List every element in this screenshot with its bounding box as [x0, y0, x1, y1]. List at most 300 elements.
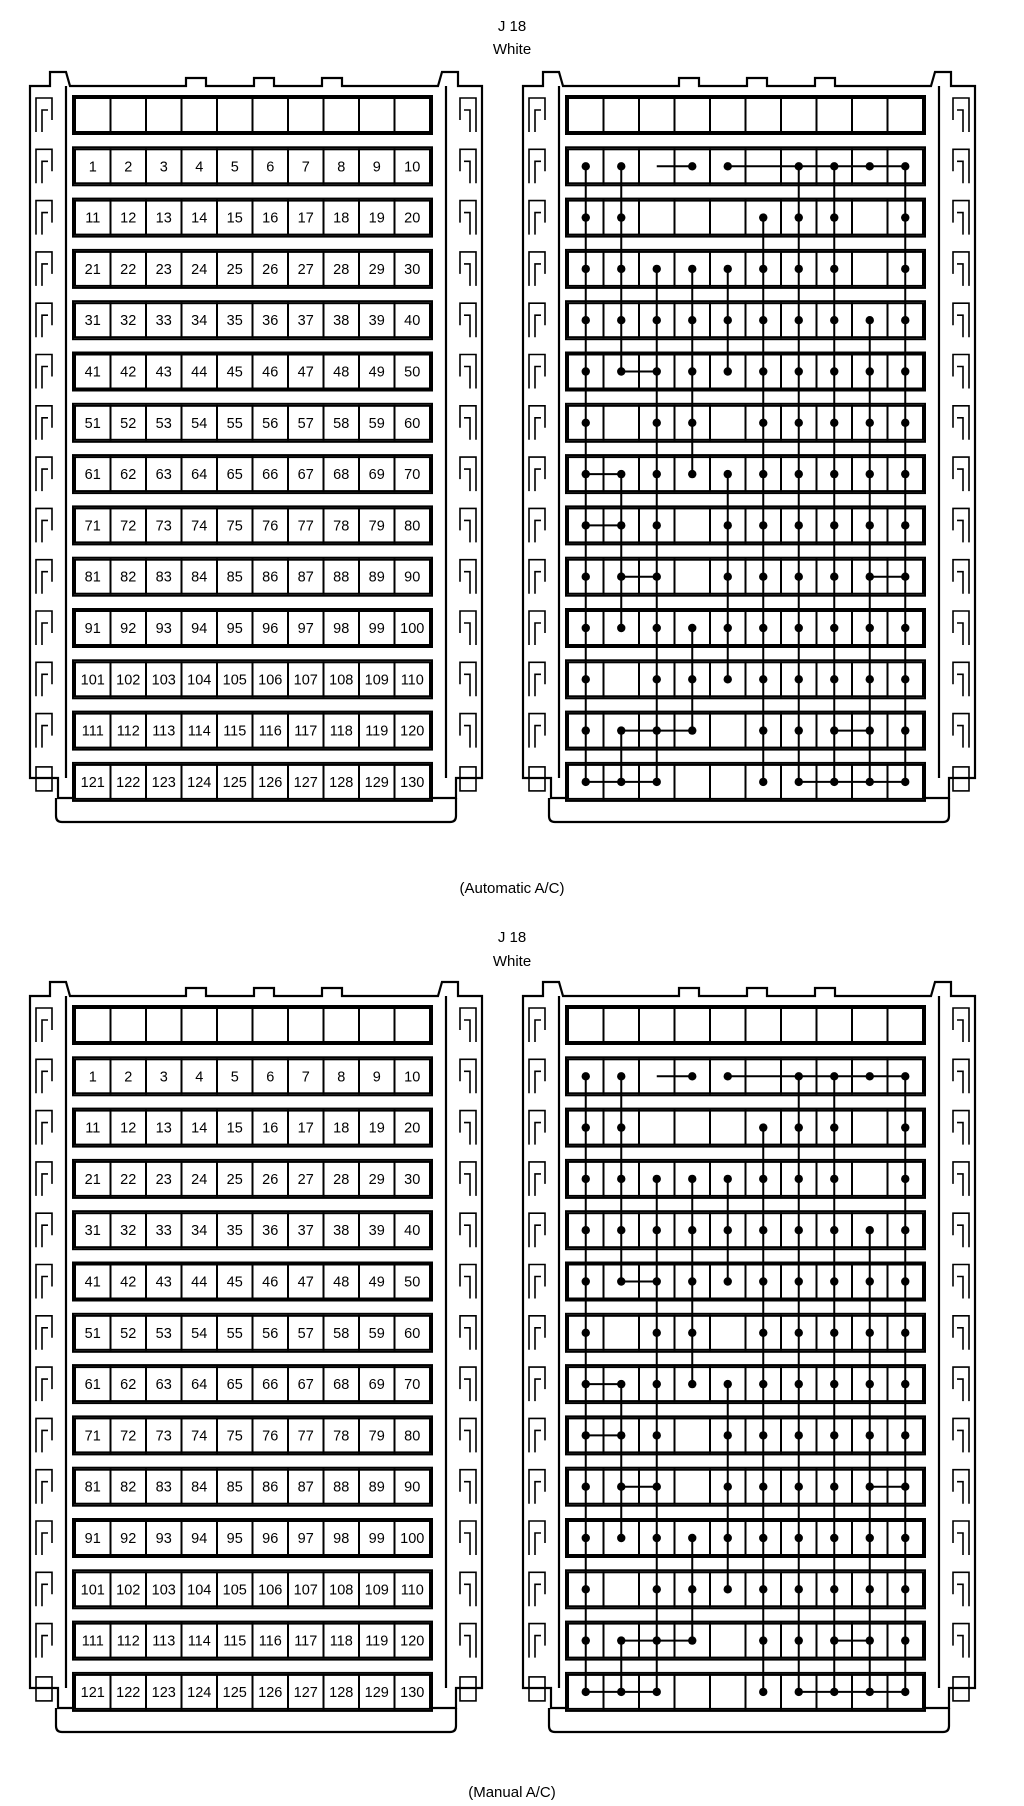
pin-number: 31 [84, 313, 101, 330]
latch-tooth-left [529, 1008, 545, 1042]
wire-terminal-dot [688, 1636, 696, 1644]
latch-tooth-right [953, 1316, 969, 1350]
pin-number: 121 [80, 1684, 105, 1701]
pin-number: 114 [187, 1633, 211, 1650]
pin-number: 61 [84, 467, 101, 484]
wire-terminal-dot [724, 1431, 732, 1439]
wire-terminal-dot [582, 1072, 590, 1080]
pin-number: 8 [337, 159, 346, 176]
wire-terminal-dot [653, 1688, 661, 1696]
pin-number: 97 [297, 1531, 314, 1547]
diagram-caption: (Automatic A/C) [459, 880, 565, 897]
pin-number: 68 [333, 1377, 350, 1394]
pin-number: 21 [84, 261, 101, 278]
pin-number: 86 [262, 1479, 279, 1496]
wire-terminal-dot [759, 1688, 767, 1696]
latch-tooth-right [460, 1162, 476, 1196]
pin-number: 72 [120, 518, 137, 535]
wire-terminal-dot [724, 1175, 732, 1183]
pin-number: 17 [297, 210, 314, 227]
latch-tooth-right [460, 1265, 476, 1299]
pin-number: 18 [333, 1120, 350, 1137]
pin-number: 97 [297, 621, 314, 637]
pin-number: 127 [293, 774, 318, 791]
wire-terminal-dot [688, 1226, 696, 1234]
pin-number: 32 [120, 1223, 137, 1240]
wire-terminal-dot [724, 1585, 732, 1593]
latch-tooth-right [953, 1521, 969, 1555]
pin-number: 13 [155, 1120, 172, 1137]
pin-number: 71 [84, 518, 101, 535]
pin-number: 1 [88, 159, 97, 176]
wire-terminal-dot [901, 1585, 909, 1593]
pin-number: 121 [80, 774, 105, 791]
pin-number: 45 [226, 1274, 243, 1291]
pin-number: 62 [120, 1377, 137, 1394]
pin-number: 53 [155, 1325, 172, 1342]
pin-number: 60 [404, 1325, 421, 1342]
pin-number: 9 [372, 1069, 381, 1086]
pin-number: 62 [120, 467, 137, 484]
latch-tooth-left [36, 1059, 52, 1093]
pin-number: 77 [297, 518, 314, 535]
pin-number: 126 [258, 774, 283, 791]
pin-cavity [324, 1008, 360, 1042]
wire-terminal-dot [617, 1431, 625, 1439]
wire-terminal-dot [688, 1585, 696, 1593]
pin-number: 96 [262, 1531, 279, 1547]
pin-number: 49 [368, 364, 385, 381]
pin-number: 100 [400, 621, 425, 637]
wire-terminal-dot [653, 1277, 661, 1285]
latch-tooth-left [529, 1418, 545, 1452]
pin-number: 66 [262, 467, 279, 484]
latch-tooth-right [460, 1008, 476, 1042]
wire-terminal-dot [617, 1175, 625, 1183]
wire-terminal-dot [830, 1277, 838, 1285]
pin-number: 6 [266, 1069, 275, 1086]
latch-tooth-right [460, 1316, 476, 1350]
pin-number: 50 [404, 1274, 421, 1291]
pin-number: 34 [191, 313, 208, 330]
pin-number: 52 [120, 1325, 137, 1342]
pin-number: 82 [120, 569, 137, 586]
wire-terminal-dot [724, 1277, 732, 1285]
pin-cavity [675, 1675, 711, 1709]
pin-number: 5 [230, 1069, 239, 1086]
pin-number: 98 [333, 621, 350, 637]
pin-cavity [746, 1008, 782, 1042]
pin-number: 59 [368, 415, 385, 432]
pin-number: 2 [124, 159, 133, 176]
latch-tooth-right [953, 1572, 969, 1606]
latch-tooth-left [36, 1316, 52, 1350]
pin-number: 73 [155, 1428, 172, 1445]
pin-number: 119 [365, 723, 389, 740]
pin-number: 129 [364, 774, 389, 791]
pin-number: 27 [297, 261, 314, 278]
pin-number: 38 [333, 1223, 350, 1240]
pin-number: 19 [368, 210, 385, 227]
pin-number: 36 [262, 1223, 279, 1240]
latch-tooth-right [460, 1521, 476, 1555]
pin-number: 93 [155, 621, 172, 637]
pin-number: 103 [151, 1582, 176, 1599]
pin-number: 44 [191, 364, 208, 381]
pin-cavity [111, 1008, 147, 1042]
pin-number: 15 [226, 1120, 243, 1137]
wire-terminal-dot [617, 1483, 625, 1491]
pin-number: 51 [84, 1325, 101, 1342]
pin-number: 43 [155, 1274, 172, 1291]
pin-number: 15 [226, 210, 243, 227]
wire-terminal-dot [866, 1483, 874, 1491]
pin-number: 55 [226, 1325, 243, 1342]
wire-terminal-dot [688, 1534, 696, 1542]
pin-cavity [710, 1675, 746, 1709]
pin-cavity [639, 1111, 675, 1145]
pin-cavity [852, 1008, 888, 1042]
pin-number: 81 [84, 1479, 101, 1496]
wire-terminal-dot [901, 1636, 909, 1644]
pin-number: 83 [155, 1479, 172, 1496]
pin-number: 30 [404, 1171, 421, 1188]
wire-terminal-dot [830, 1636, 838, 1644]
pin-number: 48 [333, 1274, 350, 1291]
wire-terminal-dot [653, 1380, 661, 1388]
pin-number: 113 [152, 723, 176, 740]
wire-terminal-dot [653, 1175, 661, 1183]
pin-number: 1 [88, 1069, 97, 1086]
pin-number: 112 [116, 1633, 140, 1650]
pin-number: 57 [297, 415, 314, 432]
pin-number: 12 [120, 210, 137, 227]
wire-terminal-dot [582, 1585, 590, 1593]
pin-number: 37 [297, 313, 314, 330]
wire-terminal-dot [617, 1072, 625, 1080]
pin-number: 22 [120, 1171, 137, 1188]
latch-tooth-right [953, 1111, 969, 1145]
pin-number: 23 [155, 261, 172, 278]
pin-number: 118 [329, 723, 353, 740]
pin-number: 16 [262, 1120, 279, 1137]
pin-number: 54 [191, 415, 208, 432]
pin-number: 53 [155, 415, 172, 432]
pin-number: 101 [80, 1582, 105, 1599]
wire-terminal-dot [582, 1636, 590, 1644]
pin-number: 26 [262, 1171, 279, 1188]
wire-terminal-dot [795, 1380, 803, 1388]
wire-terminal-dot [830, 1329, 838, 1337]
latch-tooth-left [36, 1111, 52, 1145]
pin-number: 68 [333, 467, 350, 484]
latch-tooth-right [953, 1418, 969, 1452]
wire-terminal-dot [759, 1380, 767, 1388]
latch-tooth-left [529, 1111, 545, 1145]
connector-id-label: J 18 [497, 18, 527, 35]
pin-number: 124 [187, 774, 212, 791]
pin-number: 61 [84, 1377, 101, 1394]
wire-terminal-dot [653, 1226, 661, 1234]
pin-cavity [781, 1008, 817, 1042]
pin-number: 120 [400, 723, 425, 740]
pin-number: 110 [400, 1582, 424, 1599]
pin-number: 94 [191, 1531, 208, 1547]
pin-number: 6 [266, 159, 275, 176]
pin-number: 44 [191, 1274, 208, 1291]
pin-number: 14 [191, 210, 208, 227]
pin-cavity [710, 1316, 746, 1350]
pin-number: 14 [191, 1120, 208, 1137]
wire-terminal-dot [795, 1534, 803, 1542]
pin-cavity [675, 1111, 711, 1145]
pin-number: 31 [84, 1223, 101, 1240]
pin-cavity [288, 1008, 324, 1042]
pin-number: 115 [223, 723, 247, 740]
latch-tooth-right [460, 1572, 476, 1606]
pin-number: 16 [262, 210, 279, 227]
pin-number: 25 [226, 1171, 243, 1188]
pin-number: 22 [120, 261, 137, 278]
latch-tooth-right [953, 1624, 969, 1658]
pin-number: 108 [329, 1582, 354, 1599]
pin-number: 51 [84, 415, 101, 432]
pin-number: 92 [120, 621, 137, 637]
pin-number: 107 [293, 672, 318, 689]
pin-number: 29 [368, 1171, 385, 1188]
pin-number: 84 [191, 1479, 208, 1496]
pin-number: 104 [187, 1582, 212, 1599]
wire-terminal-dot [830, 1175, 838, 1183]
wire-terminal-dot [830, 1123, 838, 1131]
pin-number: 9 [372, 159, 381, 176]
pin-number: 54 [191, 1325, 208, 1342]
wire-terminal-dot [582, 1534, 590, 1542]
wire-terminal-dot [759, 1329, 767, 1337]
wire-terminal-dot [724, 1380, 732, 1388]
pin-number: 108 [329, 672, 354, 689]
pin-cavity [182, 1008, 218, 1042]
latch-tooth-left [529, 1572, 545, 1606]
pin-number: 106 [258, 1582, 283, 1599]
pin-number: 87 [297, 1479, 314, 1496]
connector-color-label: White [492, 41, 532, 58]
pin-number: 112 [116, 723, 140, 740]
pin-number: 93 [155, 1531, 172, 1547]
pin-number: 105 [222, 672, 247, 689]
wire-terminal-dot [653, 1534, 661, 1542]
pin-number: 67 [297, 467, 314, 484]
latch-tooth-right [460, 1213, 476, 1247]
pin-number: 118 [329, 1633, 353, 1650]
pin-number: 96 [262, 621, 279, 637]
wire-terminal-dot [582, 1277, 590, 1285]
pin-number: 65 [226, 1377, 243, 1394]
pin-number: 64 [191, 467, 208, 484]
wire-terminal-dot [830, 1431, 838, 1439]
latch-tooth-left [36, 1008, 52, 1042]
latch-tooth-left [529, 1624, 545, 1658]
pin-number: 130 [400, 774, 425, 791]
pin-number: 102 [116, 672, 141, 689]
pin-number: 88 [333, 1479, 350, 1496]
pin-number: 83 [155, 569, 172, 586]
pin-number: 67 [297, 1377, 314, 1394]
pin-number: 10 [404, 159, 421, 176]
pin-number: 35 [226, 313, 243, 330]
wire-terminal-dot [795, 1277, 803, 1285]
wire-terminal-dot [759, 1431, 767, 1439]
wire-terminal-dot [759, 1483, 767, 1491]
latch-tooth-right [460, 1367, 476, 1401]
pin-number: 8 [337, 1069, 346, 1086]
wire-terminal-dot [901, 1175, 909, 1183]
wire-terminal-dot [582, 1431, 590, 1439]
pin-number: 11 [85, 1120, 101, 1137]
latch-tooth-right [953, 1213, 969, 1247]
wire-terminal-dot [901, 1123, 909, 1131]
pin-number: 32 [120, 313, 137, 330]
pin-number: 122 [116, 1684, 141, 1701]
latch-tooth-left [36, 1162, 52, 1196]
wire-terminal-dot [901, 1534, 909, 1542]
pin-cavity [675, 1470, 711, 1504]
latch-tooth-right [460, 1111, 476, 1145]
pin-number: 4 [195, 159, 204, 176]
latch-tooth-right [953, 1008, 969, 1042]
pin-cavity [253, 1008, 289, 1042]
pin-cavity [710, 1008, 746, 1042]
wire-terminal-dot [866, 1380, 874, 1388]
pin-number: 20 [404, 210, 421, 227]
pin-number: 58 [333, 415, 350, 432]
pin-cavity [710, 1624, 746, 1658]
wire-terminal-dot [866, 1636, 874, 1644]
pin-number: 79 [368, 518, 385, 535]
wire-terminal-dot [617, 1277, 625, 1285]
wire-terminal-dot [795, 1483, 803, 1491]
pin-number: 128 [329, 774, 354, 791]
pin-number: 74 [191, 518, 208, 535]
pin-number: 19 [368, 1120, 385, 1137]
pin-number: 7 [301, 1069, 310, 1086]
pin-number: 125 [222, 774, 247, 791]
pin-number: 58 [333, 1325, 350, 1342]
pin-number: 72 [120, 1428, 137, 1445]
pin-number: 26 [262, 261, 279, 278]
pin-number: 88 [333, 569, 350, 586]
pin-number: 130 [400, 1684, 425, 1701]
latch-tooth-right [953, 1367, 969, 1401]
pin-number: 23 [155, 1171, 172, 1188]
latch-tooth-right [460, 1470, 476, 1504]
pin-number: 81 [84, 569, 101, 586]
pin-number: 45 [226, 364, 243, 381]
pin-number: 52 [120, 415, 137, 432]
pin-number: 71 [84, 1428, 101, 1445]
pin-number: 89 [368, 1479, 385, 1496]
pin-cavity [639, 1008, 675, 1042]
pin-number: 69 [368, 467, 385, 484]
pin-number: 104 [187, 672, 212, 689]
latch-tooth-right [460, 1059, 476, 1093]
pin-number: 69 [368, 1377, 385, 1394]
pin-number: 94 [191, 621, 208, 637]
pin-cavity [888, 1008, 924, 1042]
pin-number: 120 [400, 1633, 425, 1650]
pin-number: 87 [297, 569, 314, 586]
pin-number: 66 [262, 1377, 279, 1394]
pin-number: 126 [258, 1684, 283, 1701]
pin-number: 18 [333, 210, 350, 227]
pin-number: 84 [191, 569, 208, 586]
pin-number: 27 [297, 1171, 314, 1188]
pin-number: 80 [404, 1428, 421, 1445]
pin-number: 12 [120, 1120, 137, 1137]
pin-cavity [395, 1008, 431, 1042]
pin-number: 40 [404, 313, 421, 330]
wire-terminal-dot [724, 1483, 732, 1491]
pin-number: 127 [293, 1684, 318, 1701]
wire-terminal-dot [901, 1072, 909, 1080]
latch-tooth-right [460, 1624, 476, 1658]
pin-number: 125 [222, 1684, 247, 1701]
pin-number: 78 [333, 518, 350, 535]
wire-terminal-dot [901, 1483, 909, 1491]
wire-terminal-dot [866, 1585, 874, 1593]
wire-terminal-dot [901, 1226, 909, 1234]
pin-number: 74 [191, 1428, 208, 1445]
wire-terminal-dot [653, 1431, 661, 1439]
wire-terminal-dot [866, 1431, 874, 1439]
latch-tooth-left [36, 1265, 52, 1299]
pin-number: 24 [191, 1171, 208, 1188]
wire-terminal-dot [617, 1534, 625, 1542]
latch-tooth-left [36, 1572, 52, 1606]
pin-number: 101 [80, 672, 105, 689]
pin-number: 5 [230, 159, 239, 176]
pin-cavity [675, 1008, 711, 1042]
wire-terminal-dot [653, 1585, 661, 1593]
wire-terminal-dot [795, 1123, 803, 1131]
wire-terminal-dot [759, 1585, 767, 1593]
pin-number: 91 [84, 621, 101, 637]
pin-number: 90 [404, 1479, 421, 1496]
pin-number: 13 [155, 210, 172, 227]
latch-tooth-left [36, 1213, 52, 1247]
pin-number: 20 [404, 1120, 421, 1137]
pin-cavity [604, 1008, 640, 1042]
pin-number: 34 [191, 1223, 208, 1240]
pin-number: 41 [84, 1274, 101, 1291]
wire-terminal-dot [866, 1534, 874, 1542]
wire-terminal-dot [582, 1380, 590, 1388]
wire-terminal-dot [866, 1277, 874, 1285]
latch-tooth-left [36, 1624, 52, 1658]
pin-number: 64 [191, 1377, 208, 1394]
latch-tooth-right [953, 1059, 969, 1093]
pin-number: 116 [258, 1633, 282, 1650]
pin-number: 110 [400, 672, 424, 689]
pin-number: 117 [294, 723, 318, 740]
pin-number: 116 [258, 723, 282, 740]
pin-number: 82 [120, 1479, 137, 1496]
wire-terminal-dot [759, 1534, 767, 1542]
pin-number: 59 [368, 1325, 385, 1342]
pin-number: 79 [368, 1428, 385, 1445]
pin-cavity [852, 1111, 888, 1145]
pin-number: 50 [404, 364, 421, 381]
